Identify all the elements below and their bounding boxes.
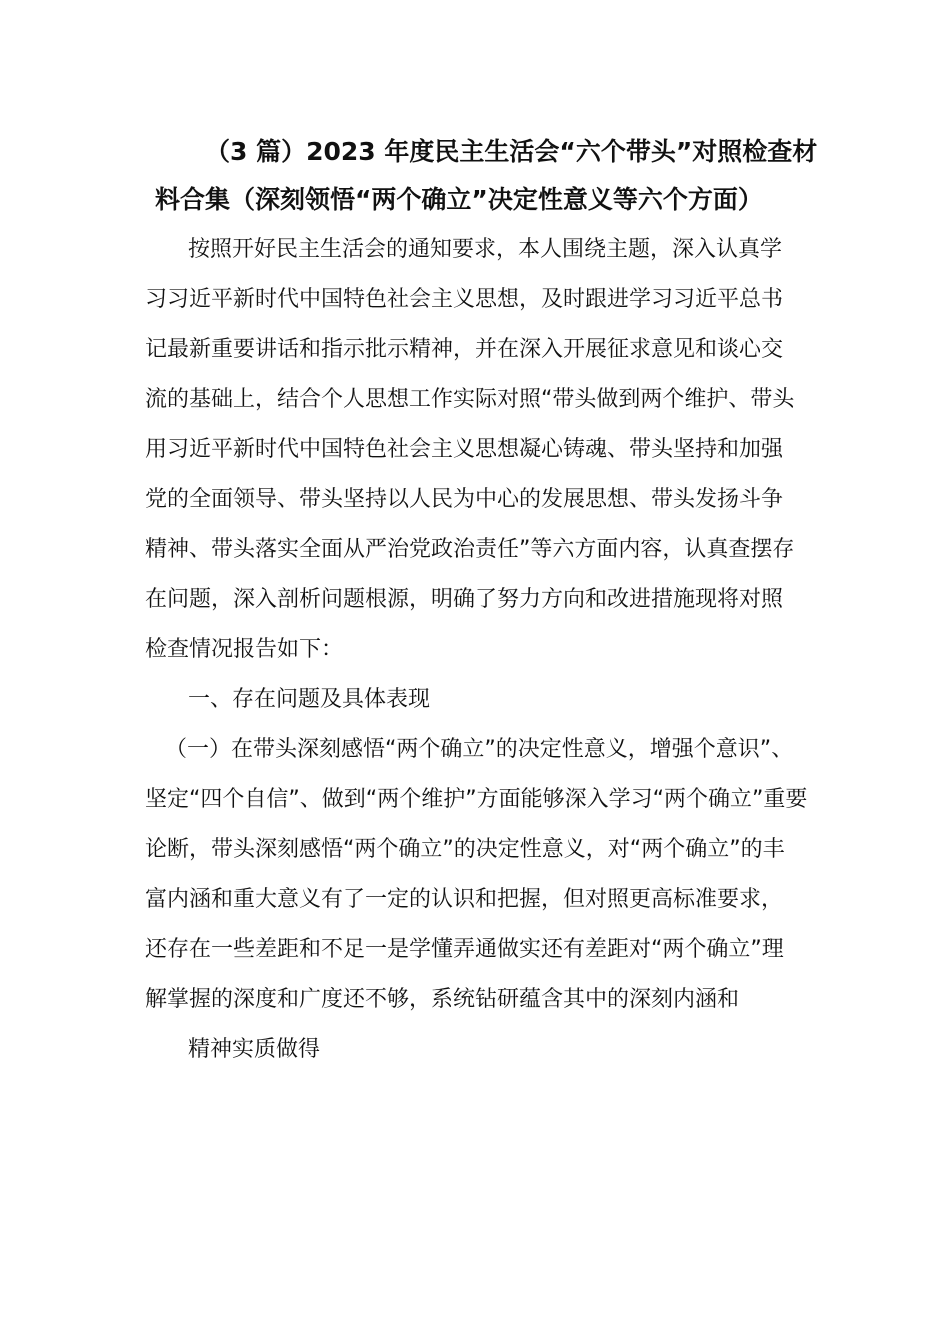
- intro-line-9: 检查情况报告如下：: [145, 637, 344, 662]
- sub-line-4: 富内涵和重大意义有了一定的认识和把握，但对照更高标准要求，: [145, 887, 784, 912]
- intro-line-4: 流的基础上，结合个人思想工作实际对照“带头做到两个维护、带头: [145, 387, 795, 412]
- sub-line-5: 还存在一些差距和不足一是学懂弄通做实还有差距对“两个确立”理: [145, 937, 784, 962]
- intro-line-7: 精神、带头落实全面从严治党政治责任”等六方面内容，认真查摆存: [145, 537, 795, 562]
- sub-line-6: 解掌握的深度和广度还不够，系统钻研蕴含其中的深刻内涵和: [145, 987, 740, 1012]
- sub-line-1: （一）在带头深刻感悟“两个确立”的决定性意义，增强个意识”、: [165, 737, 794, 762]
- sub-line-3: 论断，带头深刻感悟“两个确立”的决定性意义，对“两个确立”的丰: [145, 837, 785, 862]
- intro-line-3: 记最新重要讲话和指示批示精神，并在深入开展征求意见和谈心交: [145, 337, 784, 362]
- intro-line-5: 用习近平新时代中国特色社会主义思想凝心铸魂、带头坚持和加强: [145, 437, 784, 462]
- intro-line-6: 党的全面领导、带头坚持以人民为中心的发展思想、带头发扬斗争: [145, 487, 784, 512]
- document-title-line-1: （3 篇）2023 年度民主生活会“六个带头”对照检查材: [205, 137, 818, 166]
- final-line: 精神实质做得: [188, 1037, 321, 1062]
- intro-line-1: 按照开好民主生活会的通知要求，本人围绕主题，深入认真学: [188, 237, 783, 262]
- section-heading: 一、存在问题及具体表现: [188, 687, 431, 712]
- sub-line-2: 坚定“四个自信”、做到“两个维护”方面能够深入学习“两个确立”重要: [145, 787, 808, 812]
- document-title-line-2: 料合集（深刻领悟“两个确立”决定性意义等六个方面）: [155, 185, 763, 214]
- intro-line-8: 在问题，深入剖析问题根源，明确了努力方向和改进措施现将对照: [145, 587, 784, 612]
- intro-line-2: 习习近平新时代中国特色社会主义思想，及时跟进学习习近平总书: [145, 287, 784, 312]
